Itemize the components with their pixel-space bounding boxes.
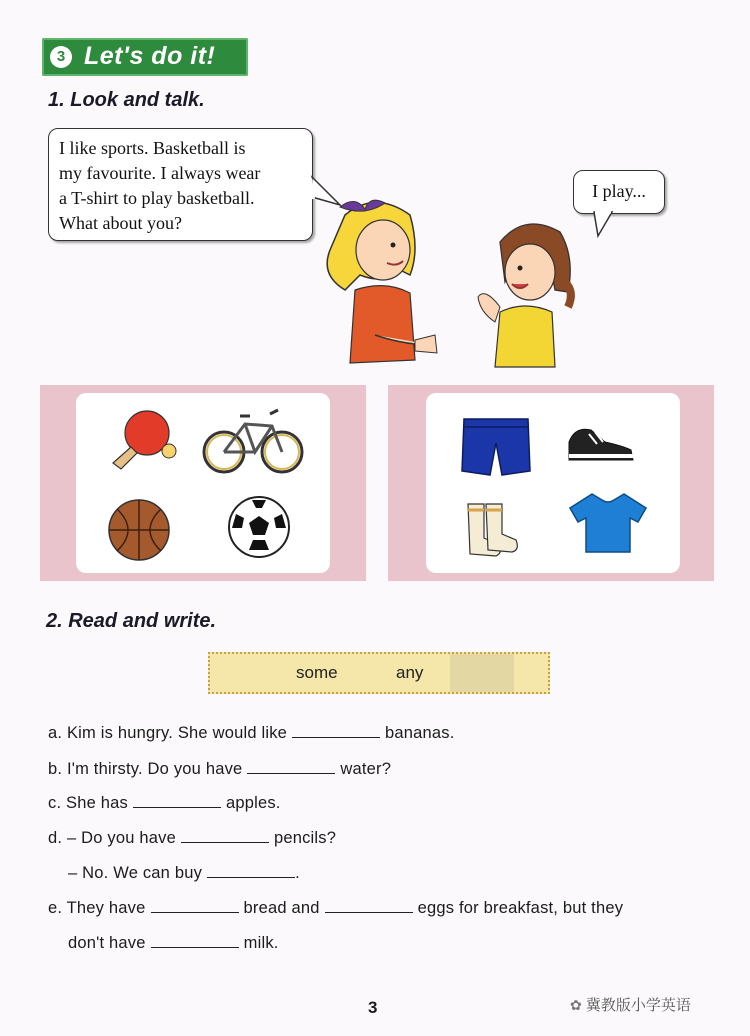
speech-bubble-right: I play...	[573, 170, 665, 214]
ping-pong-paddle-icon	[103, 405, 181, 473]
word-some: some	[296, 663, 338, 682]
answer-blank[interactable]	[151, 898, 239, 913]
exercise-e1: e. They have bread and eggs for breakfast, but they	[48, 899, 624, 917]
word-any: any	[396, 663, 424, 682]
socks-icon	[458, 500, 524, 562]
girl-blonde-illustration	[315, 195, 445, 370]
exercise-b: b. I'm thirsty. Do you have water?	[48, 760, 392, 778]
exercise-d1: d. – Do you have pencils?	[48, 829, 337, 847]
bubble-line: What about you?	[59, 213, 182, 233]
exercise-a: a. Kim is hungry. She would like bananas.	[48, 724, 455, 742]
page-number: 3	[368, 998, 378, 1017]
bubble-line: my favourite. I always wear	[59, 163, 261, 183]
soccer-ball-icon	[224, 494, 294, 560]
section-title: Let's do it!	[84, 42, 216, 70]
answer-blank[interactable]	[133, 793, 221, 808]
answer-blank[interactable]	[247, 759, 335, 774]
shorts-icon	[458, 415, 534, 479]
t-shirt-icon	[566, 490, 650, 556]
bubble-line: a T-shirt to play basketball.	[59, 188, 255, 208]
girl-brunette-illustration	[470, 212, 590, 372]
bicycle-icon	[200, 402, 306, 478]
sneaker-icon	[565, 420, 637, 466]
answer-blank[interactable]	[325, 898, 413, 913]
section-banner	[42, 38, 248, 76]
answer-blank[interactable]	[181, 828, 269, 843]
basketball-icon	[103, 497, 175, 563]
watermark: ✿ 冀教版小学英语	[570, 997, 691, 1014]
bubble-tail-right	[590, 211, 620, 241]
wechat-icon: ✿	[570, 997, 582, 1013]
section-number-badge: 3	[50, 46, 72, 68]
bubble-line: I like sports. Basketball is	[59, 138, 246, 158]
answer-blank[interactable]	[151, 933, 239, 948]
exercise-c: c. She has apples.	[48, 794, 281, 812]
word-box-shade	[450, 654, 514, 692]
answer-blank[interactable]	[292, 723, 380, 738]
speech-bubble-left	[48, 128, 313, 241]
exercise-d2: – No. We can buy .	[68, 864, 300, 882]
exercise-e2: don't have milk.	[68, 934, 279, 952]
part2-title: 2. Read and write.	[46, 610, 217, 632]
answer-blank[interactable]	[207, 863, 295, 878]
part1-title: 1. Look and talk.	[48, 89, 205, 111]
